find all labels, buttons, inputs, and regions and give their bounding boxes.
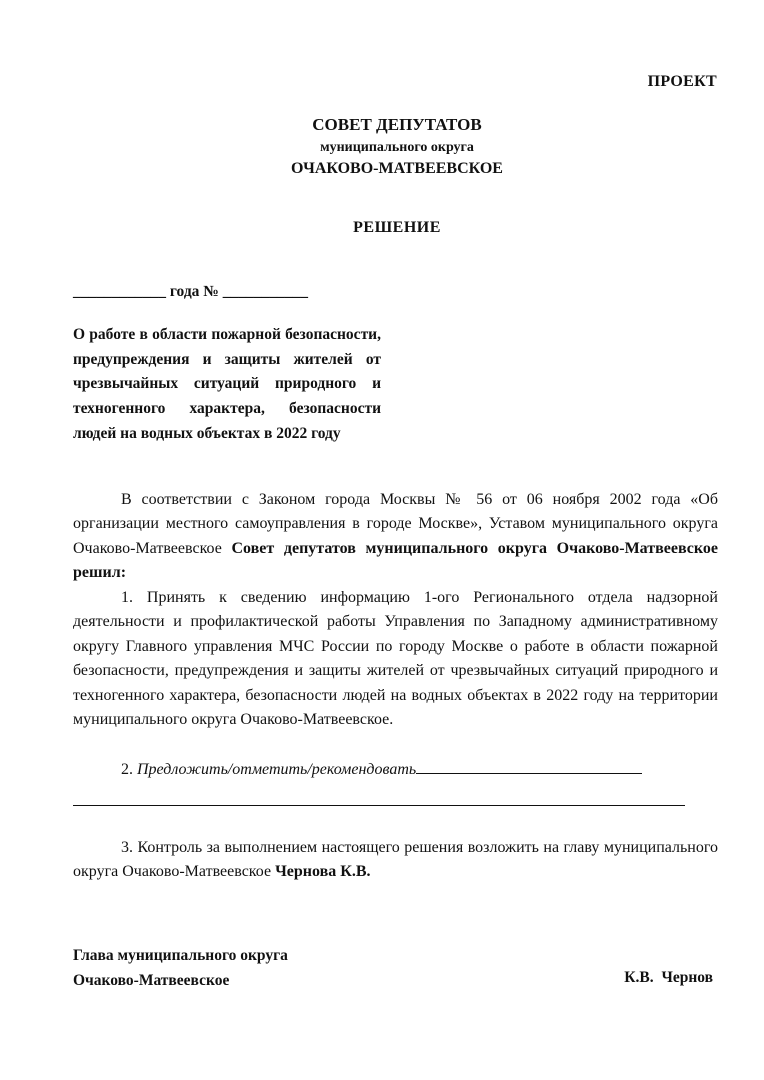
council-title: СОВЕТ ДЕПУТАТОВ	[312, 115, 482, 134]
item-3-paragraph	[73, 836, 718, 885]
item-2-number: 2.	[121, 761, 137, 778]
draft-label: ПРОЕКТ	[647, 73, 717, 90]
decision-subject: О работе в области пожарной безопасности, предупреждения и защиты жителей от чрезвычайных ситуаций природного и техногенного характера, безопасности людей на водных объектах в 2022 году	[73, 326, 381, 442]
item-2-paragraph	[73, 757, 718, 782]
signature-title-line2: Очаково-Матвеевское	[73, 971, 230, 989]
district-name: ОЧАКОВО-МАТВЕЕВСКОЕ	[291, 160, 503, 177]
blank-underline	[73, 805, 685, 806]
preamble-bold: Совет депутатов муниципального округа Очаково-Матвеевское решил:	[73, 539, 719, 582]
item-2-blank-line	[416, 757, 642, 774]
decision-title: РЕШЕНИЕ	[353, 219, 441, 236]
item-3-bold: Чернова К.В.	[275, 863, 371, 881]
signature-title-line1: Глава муниципального округа	[73, 947, 288, 964]
preamble-text: В соответствии с Законом города Москвы № 56 от 06 ноября 2002 года «Об организации местного самоуправления в городе Москве», Уставом муниципального округа Очаково-Матвеевское	[73, 491, 718, 557]
signature-name: К.В. Чернов	[624, 969, 713, 986]
item-3-text: 3. Контроль за выполнением настоящего решения возложить на главу муниципального округа Очаково-Матвеевское	[73, 839, 718, 881]
signature-title	[73, 944, 288, 993]
municipal-subtitle: муниципального округа	[320, 140, 474, 155]
preamble-paragraph	[73, 488, 718, 586]
item-1-paragraph: 1. Принять к сведению информацию 1-ого Регионального отдела надзорной деятельности и профилактической работы Управления по Западному административному округу Главного управления МЧС России по городу Москве о работе в области пожарной безопасности, предупреждения и защиты жителей от чрезвычайных ситуаций природного и техногенного характера, безопасности людей на водных объектах в 2022 году на территории муниципального округа Очаково-Матвеевское.	[73, 589, 718, 729]
item-2-italic: Предложить/отметить/рекомендовать	[137, 761, 417, 778]
date-number-line: ____________ года № ___________	[73, 283, 308, 300]
